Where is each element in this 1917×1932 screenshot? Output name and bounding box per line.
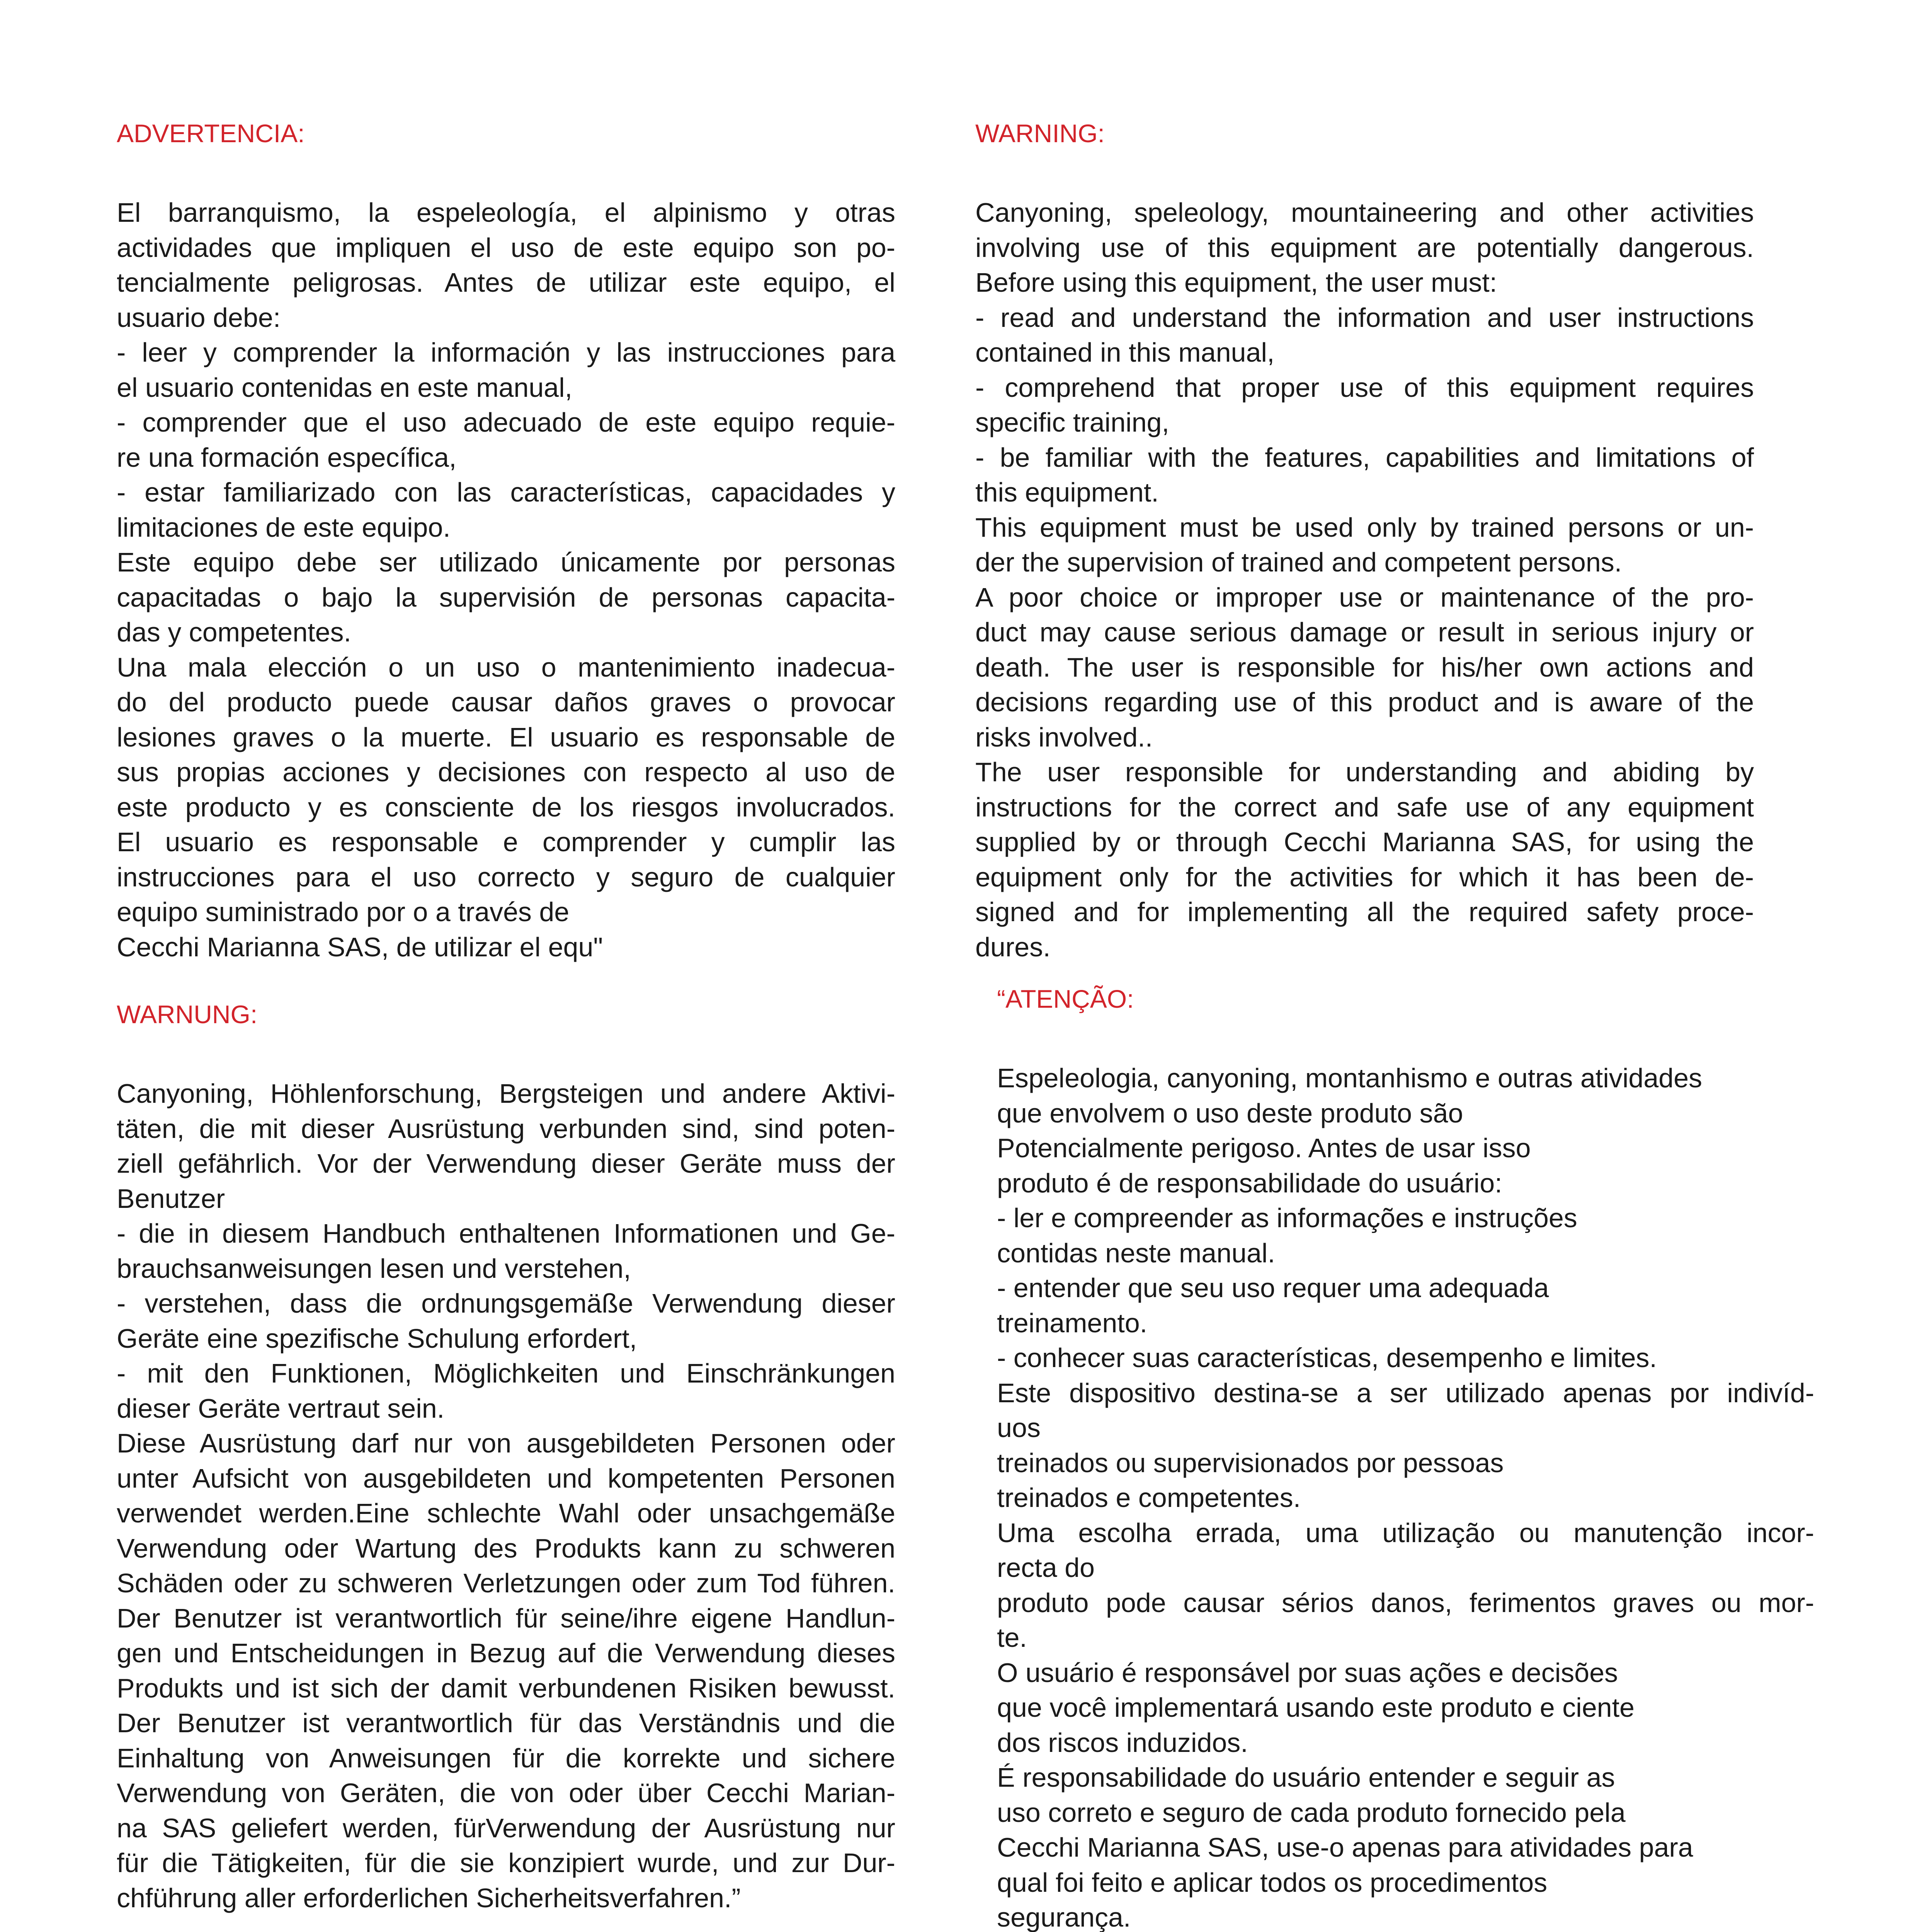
body-pt (997, 1061, 1814, 1932)
es-text-line: usuario debe: (117, 302, 281, 333)
pt-text-line: produto pode causar sérios danos, ferimentos graves ou mor- (997, 1587, 1814, 1618)
es-text-line: equipo suministrado por o a través de (117, 897, 570, 927)
pt-text-line: contidas neste manual. (997, 1238, 1275, 1268)
es-text-line: El barranquismo, la espeleología, el alpinismo y otras (117, 197, 895, 228)
pt-text-line: O usuário é responsável por suas ações e decisões (997, 1657, 1618, 1688)
en-text-line: - comprehend that proper use of this equipment requires (975, 372, 1754, 403)
de-text-line: - die in diesem Handbuch enthaltenen Informationen und Ge- (117, 1218, 895, 1248)
es-text-line: - estar familiarizado con las características, capacidades y (117, 477, 895, 507)
heading-en: WARNING: (975, 119, 1105, 148)
en-text-line: - be familiar with the features, capabilities and limitations of (975, 442, 1754, 473)
en-text-line: der the supervision of trained and competent persons. (975, 547, 1622, 577)
de-text-line: Produkts und ist sich der damit verbundenen Risiken bewusst. (117, 1673, 895, 1703)
es-text-line: tencialmente peligrosas. Antes de utilizar este equipo, el (117, 267, 895, 298)
de-text-line: Verwendung oder Wartung des Produkts kann zu schweren (117, 1533, 895, 1563)
de-text-line: Geräte eine spezifische Schulung erfordert, (117, 1323, 637, 1354)
de-text-line: - mit den Funktionen, Möglichkeiten und Einschränkungen (117, 1358, 895, 1388)
de-text-line: Einhaltung von Anweisungen für die korrekte und sichere (117, 1743, 895, 1773)
pt-text-line: te. (997, 1622, 1027, 1653)
en-text-line: - read and understand the information and user instructions (975, 302, 1754, 333)
pt-text-line: que envolvem o uso deste produto são (997, 1098, 1463, 1128)
es-text-line: re una formación específica, (117, 442, 457, 473)
es-text-line: Una mala elección o un uso o mantenimiento inadecua- (117, 652, 895, 682)
en-text-line: specific training, (975, 407, 1169, 437)
de-text-line: dieser Geräte vertraut sein. (117, 1393, 445, 1423)
en-text-line: A poor choice or improper use or maintenance of the pro- (975, 582, 1754, 612)
de-text-line: Der Benutzer ist verantwortlich für seine/ihre eigene Handlun- (117, 1603, 895, 1633)
de-text-line: brauchsanweisungen lesen und verstehen, (117, 1253, 631, 1284)
es-text-line: Cecchi Marianna SAS, de utilizar el equ" (117, 932, 603, 962)
es-text-line: do del producto puede causar daños graves o provocar (117, 687, 895, 717)
body-de (117, 1076, 895, 1915)
pt-text-line: treinados ou supervisionados por pessoas (997, 1447, 1504, 1478)
es-text-line: Este equipo debe ser utilizado únicamente por personas (117, 547, 895, 577)
de-text-line: na SAS geliefert werden, fürVerwendung der Ausrüstung nur (117, 1813, 895, 1843)
heading-pt: “ATENÇÃO: (997, 985, 1134, 1013)
es-text-line: - comprender que el uso adecuado de este equipo requie- (117, 407, 895, 437)
de-text-line: Verwendung von Geräten, die von oder über Cecchi Marian- (117, 1778, 895, 1808)
pt-text-line: Cecchi Marianna SAS, use-o apenas para atividades para (997, 1832, 1693, 1862)
pt-text-line: É responsabilidade do usuário entender e seguir as (997, 1762, 1615, 1793)
section-de (117, 997, 895, 1915)
en-text-line: this equipment. (975, 477, 1159, 507)
es-text-line: - leer y comprender la información y las instrucciones para (117, 337, 895, 367)
pt-text-line: que você implementará usando este produto e ciente (997, 1692, 1635, 1723)
de-text-line: unter Aufsicht von ausgebildeten und kompetenten Personen (117, 1463, 895, 1493)
en-text-line: equipment only for the activities for which it has been de- (975, 862, 1754, 892)
pt-text-line: Espeleologia, canyoning, montanhismo e outras atividades (997, 1063, 1703, 1093)
de-text-line: ziell gefährlich. Vor der Verwendung dieser Geräte muss der (117, 1148, 895, 1179)
en-text-line: supplied by or through Cecchi Marianna SAS, for using the (975, 827, 1754, 857)
en-text-line: instructions for the correct and safe use of any equipment (975, 792, 1754, 822)
de-text-line: für die Tätigkeiten, für die sie konzipiert wurde, und zur Dur- (117, 1848, 895, 1878)
es-text-line: limitaciones de este equipo. (117, 512, 451, 543)
de-text-line: chführung aller erforderlichen Sicherheitsverfahren.” (117, 1883, 741, 1913)
de-text-line: Canyoning, Höhlenforschung, Bergsteigen und andere Aktivi- (117, 1078, 895, 1109)
section-pt (997, 981, 1814, 1932)
pt-text-line: Potencialmente perigoso. Antes de usar isso (997, 1133, 1531, 1163)
body-en (975, 195, 1754, 964)
de-text-line: gen und Entscheidungen in Bezug auf die Verwendung dieses (117, 1638, 895, 1668)
en-text-line: contained in this manual, (975, 337, 1275, 367)
pt-text-line: segurança. (997, 1902, 1131, 1932)
en-text-line: dures. (975, 932, 1051, 962)
pt-text-line: treinamento. (997, 1308, 1148, 1338)
es-text-line: el usuario contenidas en este manual, (117, 372, 573, 403)
es-text-line: instrucciones para el uso correcto y seguro de cualquier (117, 862, 895, 892)
de-text-line: - verstehen, dass die ordnungsgemäße Verwendung dieser (117, 1288, 895, 1318)
en-text-line: risks involved.. (975, 722, 1153, 752)
section-en (975, 116, 1754, 964)
es-text-line: sus propias acciones y decisiones con respecto al uso de (117, 757, 895, 787)
pt-text-line: recta do (997, 1553, 1095, 1583)
body-es (117, 195, 895, 964)
pt-text-line: uos (997, 1413, 1041, 1443)
en-text-line: duct may cause serious damage or result in serious injury or (975, 617, 1754, 647)
pt-text-line: qual foi feito e aplicar todos os procedimentos (997, 1867, 1548, 1898)
pt-text-line: Este dispositivo destina-se a ser utilizado apenas por indivíd- (997, 1378, 1814, 1408)
pt-text-line: dos riscos induzidos. (997, 1727, 1248, 1758)
de-text-line: Der Benutzer ist verantwortlich für das Verständnis und die (117, 1708, 895, 1738)
pt-text-line: Uma escolha errada, uma utilização ou manutenção incor- (997, 1517, 1814, 1548)
es-text-line: das y competentes. (117, 617, 351, 647)
en-text-line: involving use of this equipment are potentially dangerous. (975, 232, 1754, 263)
de-text-line: Benutzer (117, 1183, 225, 1214)
de-text-line: Diese Ausrüstung darf nur von ausgebildeten Personen oder (117, 1428, 895, 1458)
de-text-line: Schäden oder zu schweren Verletzungen oder zum Tod führen. (117, 1568, 895, 1598)
pt-text-line: - conhecer suas características, desempenho e limites. (997, 1343, 1657, 1373)
en-text-line: Canyoning, speleology, mountaineering and other activities (975, 197, 1754, 228)
heading-de: WARNUNG: (117, 1000, 258, 1029)
pt-text-line: - entender que seu uso requer uma adequada (997, 1273, 1549, 1303)
es-text-line: capacitadas o bajo la supervisión de personas capacita- (117, 582, 895, 612)
en-text-line: This equipment must be used only by trained persons or un- (975, 512, 1754, 543)
es-text-line: lesiones graves o la muerte. El usuario es responsable de (117, 722, 895, 752)
de-text-line: täten, die mit dieser Ausrüstung verbunden sind, sind poten- (117, 1113, 895, 1144)
section-es (117, 116, 895, 964)
en-text-line: The user responsible for understanding and abiding by (975, 757, 1754, 787)
es-text-line: este producto y es consciente de los riesgos involucrados. (117, 792, 895, 822)
pt-text-line: uso correto e seguro de cada produto fornecido pela (997, 1797, 1626, 1828)
en-text-line: death. The user is responsible for his/her own actions and (975, 652, 1754, 682)
en-text-line: signed and for implementing all the required safety proce- (975, 897, 1754, 927)
en-text-line: Before using this equipment, the user must: (975, 267, 1497, 298)
pt-text-line: produto é de responsabilidade do usuário: (997, 1168, 1502, 1198)
heading-es: ADVERTENCIA: (117, 119, 305, 148)
es-text-line: El usuario es responsable e comprender y cumplir las (117, 827, 895, 857)
de-text-line: verwendet werden.Eine schlechte Wahl oder unsachgemäße (117, 1498, 895, 1528)
en-text-line: decisions regarding use of this product and is aware of the (975, 687, 1754, 717)
pt-text-line: treinados e competentes. (997, 1483, 1301, 1513)
pt-text-line: - ler e compreender as informações e instruções (997, 1203, 1577, 1233)
es-text-line: actividades que impliquen el uso de este equipo son po- (117, 232, 895, 263)
